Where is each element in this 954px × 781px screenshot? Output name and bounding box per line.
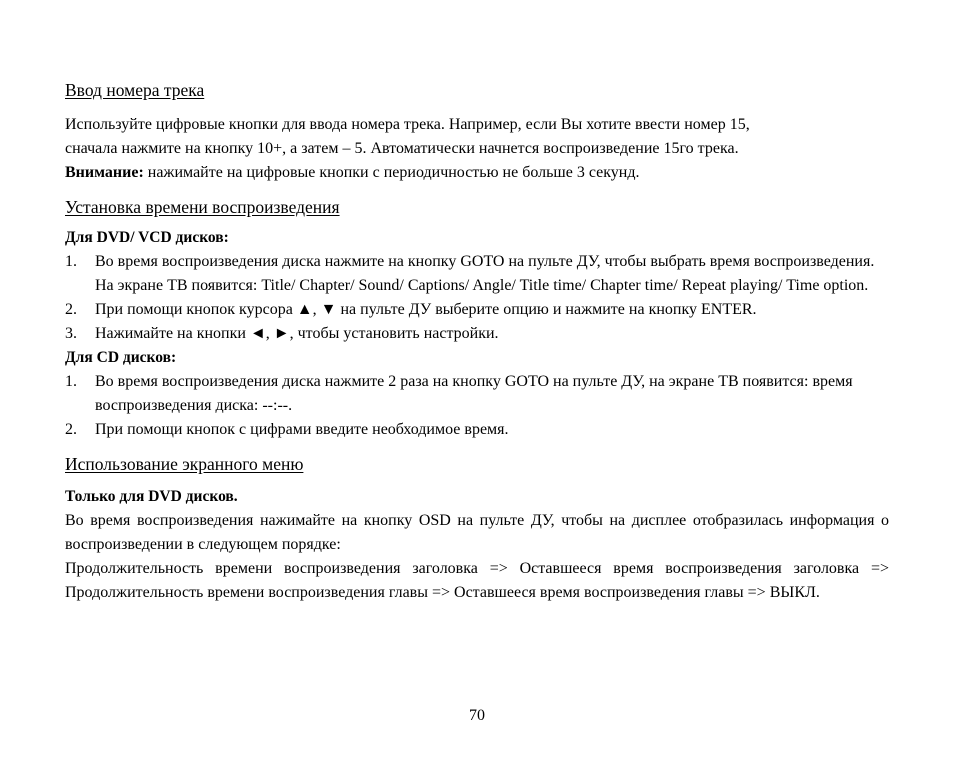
list-item [65, 298, 889, 322]
paragraph-osd-sequence: Продолжительность времени воспроизведения заголовка => Оставшееся время воспроизведения заголовка => Продолжительность времени воспроизведения главы => Оставшееся время воспроизведения главы => ВЫКЛ. [65, 560, 889, 601]
list-item [65, 370, 889, 418]
section-heading-playback-time: Установка времени воспроизведения [65, 197, 340, 217]
subheading-dvd-vcd: Для DVD/ VCD дисков: [65, 229, 229, 246]
list-item-text: Во время воспроизведения диска нажмите 2 раза на кнопку GOTO на пульте ДУ, на экране ТВ появится: время воспроизведения диска: --:--. [95, 373, 853, 414]
list-item [65, 322, 889, 346]
list-item-text: Во время воспроизведения диска нажмите на кнопку GOTO на пульте ДУ, чтобы выбрать время воспроизведения. На экране ТВ появится: Title/ Chapter/ Sound/ Captions/ Angle/ Title time/ Chapter time/ Repeat playing/ Time option. [95, 253, 875, 294]
list-item-number: 2. [65, 421, 77, 438]
list-item-number: 1. [65, 373, 77, 390]
subheading-dvd-only: Только для DVD дисков. [65, 488, 238, 505]
cd-steps-list [65, 370, 889, 442]
section-heading-osd-menu: Использование экранного меню [65, 454, 304, 474]
document-page [65, 78, 889, 605]
list-item-text: При помощи кнопок курсора ▲, ▼ на пульте ДУ выберите опцию и нажмите на кнопку ENTER. [95, 301, 757, 318]
list-item-text: При помощи кнопок с цифрами введите необходимое время. [95, 421, 509, 438]
section-heading-track-number: Ввод номера трека [65, 80, 205, 100]
warning-text: нажимайте на цифровые кнопки с периодичностью не больше 3 секунд. [143, 164, 640, 181]
subheading-cd: Для CD дисков: [65, 349, 177, 366]
list-item-text: Нажимайте на кнопки ◄, ►, чтобы установить настройки. [95, 325, 499, 342]
dvd-steps-list [65, 250, 889, 346]
paragraph-track-number-line2: сначала нажмите на кнопку 10+, а затем – 5. Автоматически начнется воспроизведение 15го трека. [65, 140, 739, 157]
paragraph-osd-description: Во время воспроизведения нажимайте на кнопку OSD на пульте ДУ, чтобы на дисплее отобразилась информация о воспроизведении в следующем порядке: [65, 512, 889, 553]
page-number: 70 [469, 707, 485, 724]
warning-paragraph [65, 161, 889, 185]
list-item-number: 2. [65, 301, 77, 318]
list-item-number: 3. [65, 325, 77, 342]
paragraph-track-number-line1: Используйте цифровые кнопки для ввода номера трека. Например, если Вы хотите ввести номер 15, [65, 116, 750, 133]
list-item-number: 1. [65, 253, 77, 270]
list-item [65, 250, 889, 298]
warning-label: Внимание: [65, 164, 144, 181]
list-item [65, 418, 889, 442]
